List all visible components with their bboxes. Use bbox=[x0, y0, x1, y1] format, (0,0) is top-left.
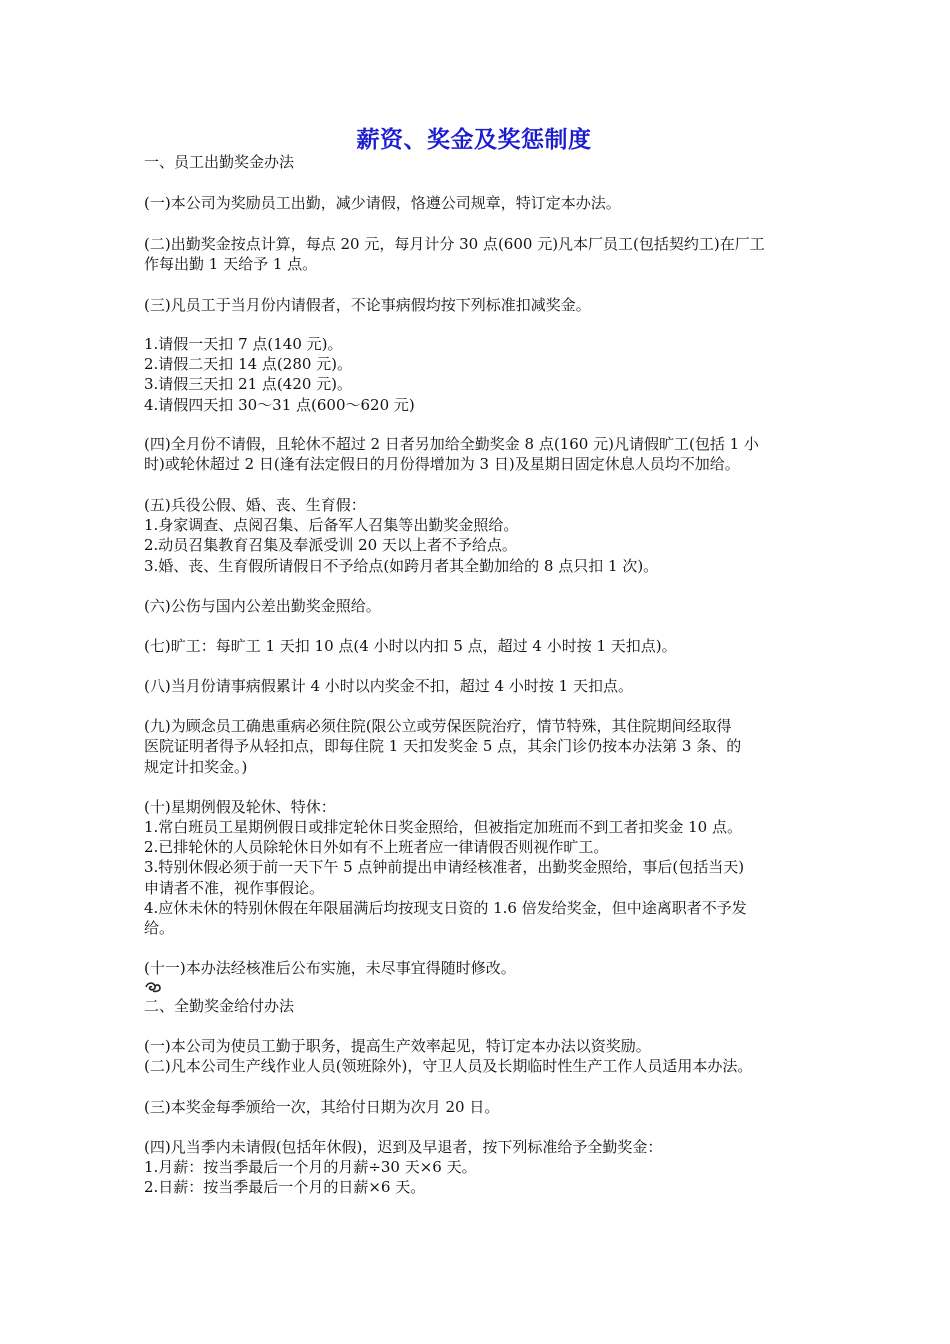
paragraph-line: 医院证明者得予从轻扣点，即每住院 1 天扣发奖金 5 点，其余门诊仍按本办法第 3 条、的 bbox=[144, 737, 742, 755]
list-item: 2.已排轮休的人员除轮休日外如有不上班者应一律请假否则视作旷工。 bbox=[144, 838, 609, 856]
paragraph-line: (二)凡本公司生产线作业人员(领班除外)，守卫人员及长期临时性生产工作人员适用本办法。 bbox=[144, 1057, 753, 1075]
list-item: 1.月薪：按当季最后一个月的月薪÷30 天×6 天。 bbox=[144, 1158, 477, 1176]
paragraph-line: (三)凡员工于当月份内请假者，不论事病假均按下列标准扣减奖金。 bbox=[144, 296, 591, 314]
document-page bbox=[144, 0, 824, 1344]
list-item: 1.请假一天扣 7 点(140 元)。 bbox=[144, 335, 343, 353]
scroll-ornament-icon bbox=[144, 980, 162, 994]
paragraph-line: (八)当月份请事病假累计 4 小时以内奖金不扣，超过 4 小时按 1 天扣点。 bbox=[144, 677, 633, 695]
paragraph-line: 时)或轮休超过 2 日(逢有法定假日的月份得增加为 3 日)及星期日固定休息人员均不加给。 bbox=[144, 455, 740, 473]
list-item: 4.请假四天扣 30～31 点(600～620 元) bbox=[144, 396, 415, 414]
document-title: 薪资、奖金及奖惩制度 bbox=[356, 127, 592, 153]
list-item: 4.应休未休的特别休假在年限届满后均按现支日资的 1.6 倍发给奖金，但中途离职者不予发 bbox=[144, 899, 747, 917]
list-item: 2.动员召集教育召集及奉派受训 20 天以上者不予给点。 bbox=[144, 536, 517, 554]
paragraph-line: (十一)本办法经核准后公布实施，未尽事宜得随时修改。 bbox=[144, 959, 516, 977]
list-item: 1.常白班员工星期例假日或排定轮休日奖金照给，但被指定加班而不到工者扣奖金 10 点。 bbox=[144, 818, 742, 836]
paragraph-line: (五)兵役公假、婚、丧、生育假： bbox=[144, 496, 366, 514]
paragraph-line: (九)为顾念员工确患重病必须住院(限公立或劳保医院治疗，情节特殊，其住院期间经取得 bbox=[144, 717, 732, 735]
paragraph-line: (一)本公司为使员工勤于职务，提高生产效率起见，特订定本办法以资奖励。 bbox=[144, 1037, 651, 1055]
paragraph-line: (三)本奖金每季颁给一次，其给付日期为次月 20 日。 bbox=[144, 1098, 500, 1116]
paragraph-line: (六)公伤与国内公差出勤奖金照给。 bbox=[144, 597, 381, 615]
paragraph-line: 作每出勤 1 天给予 1 点。 bbox=[144, 255, 318, 273]
paragraph-line: (四)凡当季内未请假(包括年休假)，迟到及早退者，按下列标准给予全勤奖金： bbox=[144, 1138, 663, 1156]
list-item: 申请者不准，视作事假论。 bbox=[144, 879, 325, 897]
paragraph-line: (十)星期例假及轮休、特休： bbox=[144, 798, 336, 816]
paragraph-line: (一)本公司为奖励员工出勤，减少请假，恪遵公司规章，特订定本办法。 bbox=[144, 194, 621, 212]
list-item: 3.特别休假必须于前一天下午 5 点钟前提出申请经核准者，出勤奖金照给，事后(包括当天) bbox=[144, 858, 745, 876]
paragraph-line: 规定计扣奖金。) bbox=[144, 758, 248, 776]
list-item: 给。 bbox=[144, 919, 175, 937]
list-item: 3.请假三天扣 21 点(420 元)。 bbox=[144, 375, 353, 393]
list-item: 2.请假二天扣 14 点(280 元)。 bbox=[144, 355, 353, 373]
list-item: 3.婚、丧、生育假所请假日不予给点(如跨月者其全勤加给的 8 点只扣 1 次)。 bbox=[144, 557, 659, 575]
section-heading: 一、员工出勤奖金办法 bbox=[144, 153, 295, 171]
paragraph-line: (二)出勤奖金按点计算，每点 20 元，每月计分 30 点(600 元)凡本厂员工(包括契约工)在厂工 bbox=[144, 235, 765, 253]
paragraph-line: (四)全月份不请假，且轮休不超过 2 日者另加给全勤奖金 8 点(160 元)凡请假旷工(包括 1 小 bbox=[144, 435, 759, 453]
paragraph-line: (七)旷工：每旷工 1 天扣 10 点(4 小时以内扣 5 点，超过 4 小时按 1 天扣点)。 bbox=[144, 637, 677, 655]
section-heading: 二、全勤奖金给付办法 bbox=[144, 997, 295, 1015]
list-item: 1.身家调查、点阅召集、后备军人召集等出勤奖金照给。 bbox=[144, 516, 519, 534]
list-item: 2.日薪：按当季最后一个月的日薪×6 天。 bbox=[144, 1178, 426, 1196]
